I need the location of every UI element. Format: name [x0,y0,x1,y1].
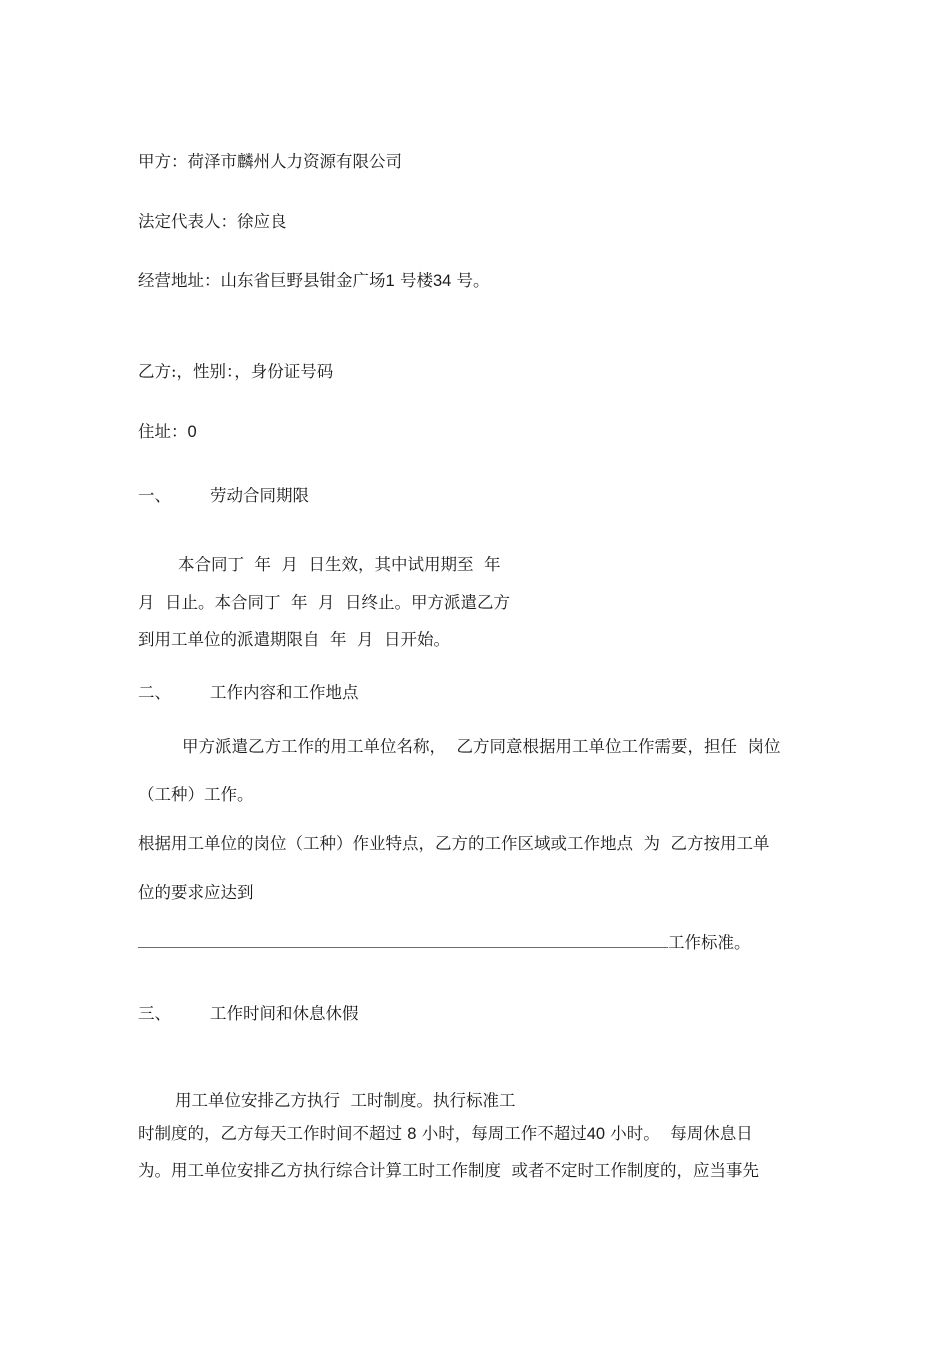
section-1-line-1: 本合同丁 年 月 日生效，其中试用期至 年 [178,555,501,574]
section-1-heading [138,488,309,505]
section-3-line-3: 为。用工单位安排乙方执行综合计算工时工作制度 或者不定时工作制度的，应当事先 [138,1161,759,1180]
section-2-line-1: 甲方派遣乙方工作的用工单位名称， 乙方同意根据用工单位工作需要，担任 岗位 [182,737,781,756]
party-a-name: 甲方：荷泽市麟州人力资源有限公司 [138,152,402,171]
section-2-line-2: （工种）工作。 [138,785,254,804]
blank-fill-line [138,933,668,948]
section-1-line-2: 月 日止。本合同丁 年 月 日终止。甲方派遣乙方 [138,593,510,612]
address-label: 住址： [138,422,188,441]
address-mid: 号楼 [399,271,433,290]
address-prefix: 经营地址：山东省巨野县钳金广场 [138,271,386,290]
daily-hours: 8 [407,1125,417,1143]
section-title: 工作内容和工作地点 [210,683,359,702]
section-title: 劳动合同期限 [210,486,309,505]
section-number: 一、 [138,486,171,505]
text-segment: 小时。 每周休息日 [610,1124,753,1143]
section-number: 二、 [138,683,171,702]
address-value: 0 [187,423,197,441]
address-suffix: 号。 [456,271,490,290]
standard-suffix: 工作标准。 [668,933,751,952]
weekly-hours: 40 [586,1125,606,1143]
text-segment: 时制度的，乙方每天工作时间不超过 [138,1124,402,1143]
section-3-line-2 [138,1126,753,1143]
building-number: 1 [385,272,395,290]
section-2-standard-line [138,933,751,952]
party-a-representative: 法定代表人：徐应良 [138,212,287,231]
section-1-line-3: 到用工单位的派遣期限自 年 月 日开始。 [138,630,450,649]
section-3-heading [138,1006,359,1023]
section-number: 三、 [138,1004,171,1023]
section-2-line-4: 位的要求应达到 [138,883,254,902]
section-2-heading [138,685,359,702]
party-a-address [138,273,490,290]
section-2-line-3: 根据用工单位的岗位（工种）作业特点，乙方的工作区域或工作地点 为 乙方按用工单 [138,834,770,853]
section-title: 工作时间和休息休假 [210,1004,359,1023]
party-b-info: 乙方:，性别：，身份证号码 [138,362,334,381]
party-b-address [138,424,197,441]
text-segment: 小时，每周工作不超过 [421,1124,587,1143]
section-3-line-1: 用工单位安排乙方执行 工时制度。执行标准工 [175,1091,516,1110]
room-number: 34 [432,272,452,290]
